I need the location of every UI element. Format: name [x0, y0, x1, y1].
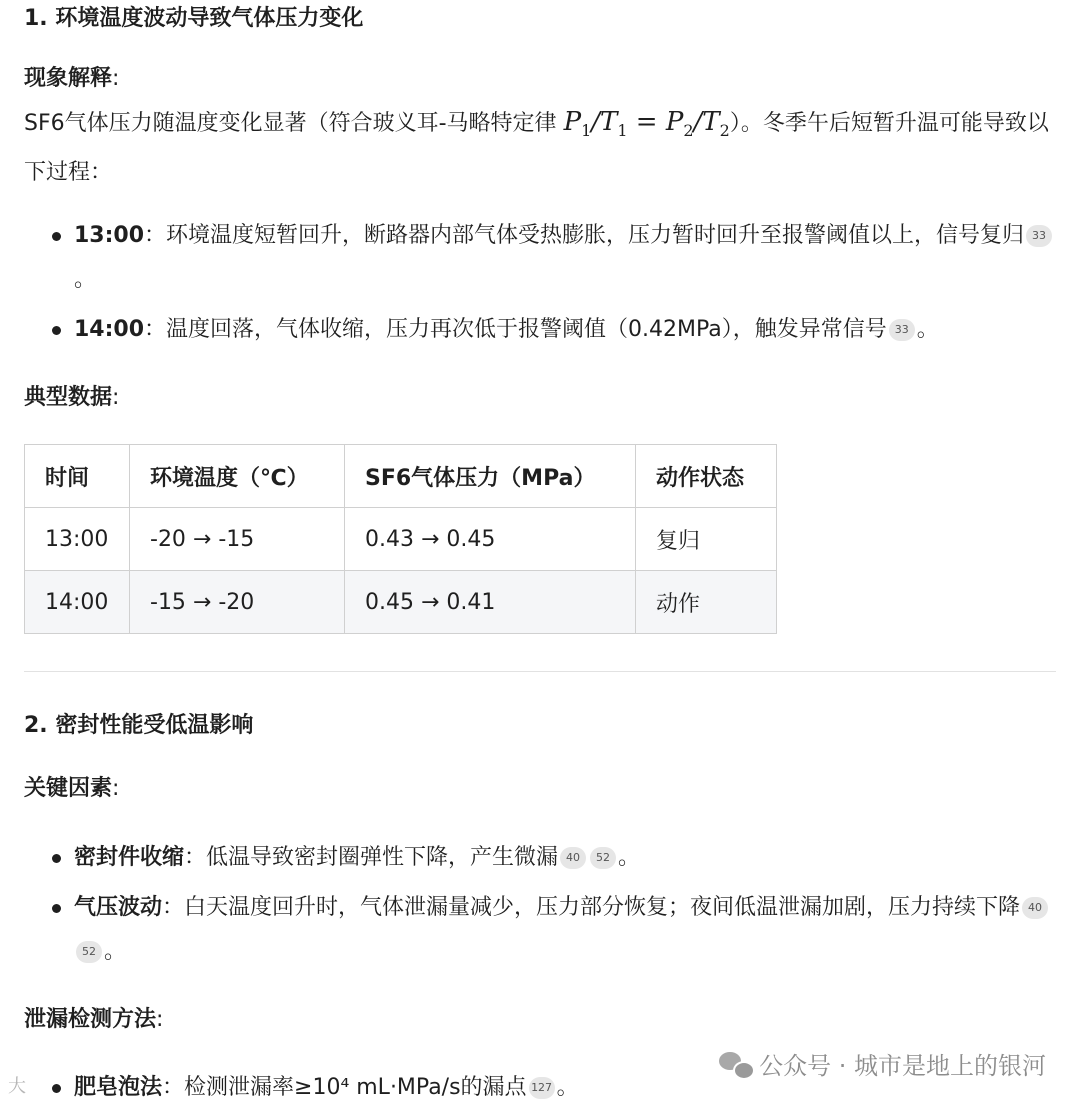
key-factors-label: 关键因素: — [24, 776, 120, 801]
table-cell: 复归 — [636, 508, 777, 571]
table-header: 时间 — [25, 445, 130, 508]
corner-watermark: 大 — [8, 1076, 26, 1097]
table-row — [25, 571, 777, 634]
table-header: 动作状态 — [636, 445, 777, 508]
gas-law-formula: $P_1/T_1 = P_2/T_2$ — [563, 107, 730, 141]
typical-data-label: 典型数据: — [24, 385, 120, 410]
table-cell: 0.43 → 0.45 — [345, 508, 636, 571]
phenomenon-label: 现象解释: — [24, 66, 120, 91]
table-cell: 0.45 → 0.41 — [345, 571, 636, 634]
list-item: 密封件收缩：低温导致密封圈弹性下降，产生微漏 40 52 。 — [24, 836, 1056, 880]
table-cell: 13:00 — [25, 508, 130, 571]
table-cell: -15 → -20 — [130, 571, 345, 634]
bullet-dot — [52, 854, 61, 863]
table-cell: -20 → -15 — [130, 508, 345, 571]
table-row — [25, 508, 777, 571]
table-header: 环境温度（℃） — [130, 445, 345, 508]
citation-badge[interactable]: 33 — [889, 319, 915, 341]
bullet-dot — [52, 1084, 61, 1093]
wechat-icon — [719, 1050, 753, 1078]
bullet-dot — [52, 326, 61, 335]
typical-data-table — [24, 444, 777, 634]
phenomenon-paragraph — [24, 101, 1056, 194]
intro-text-after: ）。冬季午后短暂升温可能导致以下过程： — [24, 111, 1049, 186]
table-header: SF6气体压力（MPa） — [345, 445, 636, 508]
citation-badge[interactable]: 40 — [1022, 897, 1048, 919]
citation-badge[interactable]: 127 — [529, 1077, 555, 1099]
list-item: 14:00：温度回落，气体收缩，压力再次低于报警阈值（0.42MPa），触发异常信号 33 。 — [24, 308, 1056, 352]
citation-badge[interactable]: 52 — [590, 847, 616, 869]
citation-badge[interactable]: 52 — [76, 941, 102, 963]
list-item: 气压波动：白天温度回升时，气体泄漏量减少，压力部分恢复；夜间低温泄漏加剧，压力持续下降 4052 。 — [24, 886, 1056, 974]
table-cell: 14:00 — [25, 571, 130, 634]
table-cell: 动作 — [636, 571, 777, 634]
list-item: 13:00：环境温度短暂回升，断路器内部气体受热膨胀，压力暂时回升至报警阈值以上，信号复归 33。 — [24, 214, 1056, 302]
watermark: 公众号 · 城市是地上的银河 — [719, 1046, 1046, 1081]
list-item: 肥皂泡法：检测泄漏率≥10⁴ mL·MPa/s的漏点 127 。 — [24, 1066, 1056, 1110]
bullet-dot — [52, 232, 61, 241]
intro-text: SF6气体压力随温度变化显著（符合玻义耳-马略特定律 — [24, 111, 564, 136]
leak-detection-label: 泄漏检测方法: — [24, 1007, 164, 1032]
citation-badge[interactable]: 40 — [560, 847, 586, 869]
section1-title: 1. 环境温度波动导致气体压力变化 — [24, 6, 364, 31]
section-divider — [24, 671, 1056, 672]
section2-title: 2. 密封性能受低温影响 — [24, 713, 254, 738]
bullet-dot — [52, 904, 61, 913]
citation-badge[interactable]: 33 — [1026, 225, 1052, 247]
